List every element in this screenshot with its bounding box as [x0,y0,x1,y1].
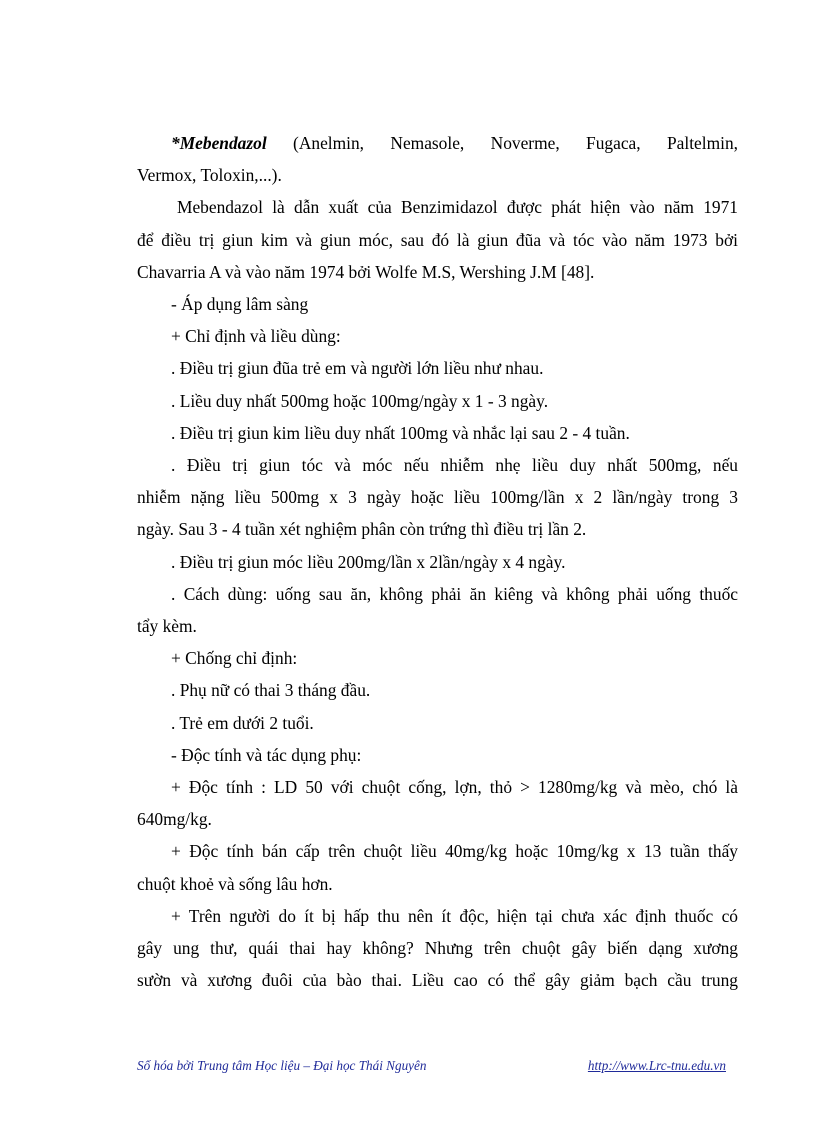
intro-line-2: để điều trị giun kim và giun móc, sau đó là giun đũa và tóc vào năm 1973 bởi [137,229,738,250]
clinical-heading: - Áp dụng lâm sàng [171,294,309,315]
toxicity-item-3-line-1: + Trên người do ít bị hấp thu nên ít độc, hiện tại chưa xác định thuốc có [171,905,738,926]
contraindication-item-2: . Trẻ em dưới 2 tuổi. [171,712,314,733]
indication-item-4-line-3: ngày. Sau 3 - 4 tuần xét nghiệm phân còn trứng thì điều trị lần 2. [137,519,587,540]
footer-link[interactable]: http://www.Lrc-tnu.edu.vn [587,1058,726,1073]
toxicity-item-3-line-2: gây ung thư, quái thai hay không? Nhưng trên chuột gây biến dạng xương [137,938,738,959]
indication-item-2: . Liều duy nhất 500mg hoặc 100mg/ngày x 1 - 3 ngày. [171,390,549,411]
indication-heading: + Chỉ định và liều dùng: [171,326,341,347]
document-body [137,127,738,996]
drug-heading-line-2: Vermox, Toloxin,...). [137,165,282,186]
footer-credit: Số hóa bởi Trung tâm Học liệu – Đại học Thái Nguyên [137,1058,427,1073]
toxicity-item-1-line-1: + Độc tính : LD 50 với chuột cống, lợn, thỏ > 1280mg/kg và mèo, chó là [171,777,738,798]
indication-item-5: . Điều trị giun móc liều 200mg/lần x 2lần/ngày x 4 ngày. [171,551,566,572]
toxicity-heading: - Độc tính và tác dụng phụ: [171,744,362,765]
contraindication-heading: + Chống chỉ định: [171,648,298,669]
usage-line-1: . Cách dùng: uống sau ăn, không phải ăn kiêng và không phải uống thuốc [171,583,738,604]
intro-line-3: Chavarria A và vào năm 1974 bởi Wolfe M.S, Wershing J.M [48]. [137,261,595,282]
drug-brand-names: (Anelmin, Nemasole, Noverme, Fugaca, Paltelmin, [266,133,738,153]
contraindication-item-1: . Phụ nữ có thai 3 tháng đầu. [171,680,371,701]
toxicity-item-2-line-2: chuột khoẻ và sống lâu hơn. [137,873,333,894]
drug-title: *Mebendazol [171,133,267,153]
toxicity-item-1-line-2: 640mg/kg. [137,809,212,830]
indication-item-4-line-2: nhiễm nặng liều 500mg x 3 ngày hoặc liều 100mg/lần x 2 lần/ngày trong 3 [137,487,738,508]
indication-item-4-line-1: . Điều trị giun tóc và móc nếu nhiễm nhẹ liều duy nhất 500mg, nếu [171,455,738,476]
indication-item-3: . Điều trị giun kim liều duy nhất 100mg và nhắc lại sau 2 - 4 tuần. [171,422,630,443]
usage-line-2: tẩy kèm. [137,616,197,637]
toxicity-item-2-line-1: + Độc tính bán cấp trên chuột liều 40mg/kg hoặc 10mg/kg x 13 tuần thấy [171,841,738,862]
indication-item-1: . Điều trị giun đũa trẻ em và người lớn liều như nhau. [171,358,544,379]
toxicity-item-3-line-3: sườn và xương đuôi của bào thai. Liều cao có thể gây giảm bạch cầu trung [137,970,738,991]
intro-line-1: Mebendazol là dẫn xuất của Benzimidazol được phát hiện vào năm 1971 [177,197,738,218]
drug-heading-line-1 [137,127,738,159]
